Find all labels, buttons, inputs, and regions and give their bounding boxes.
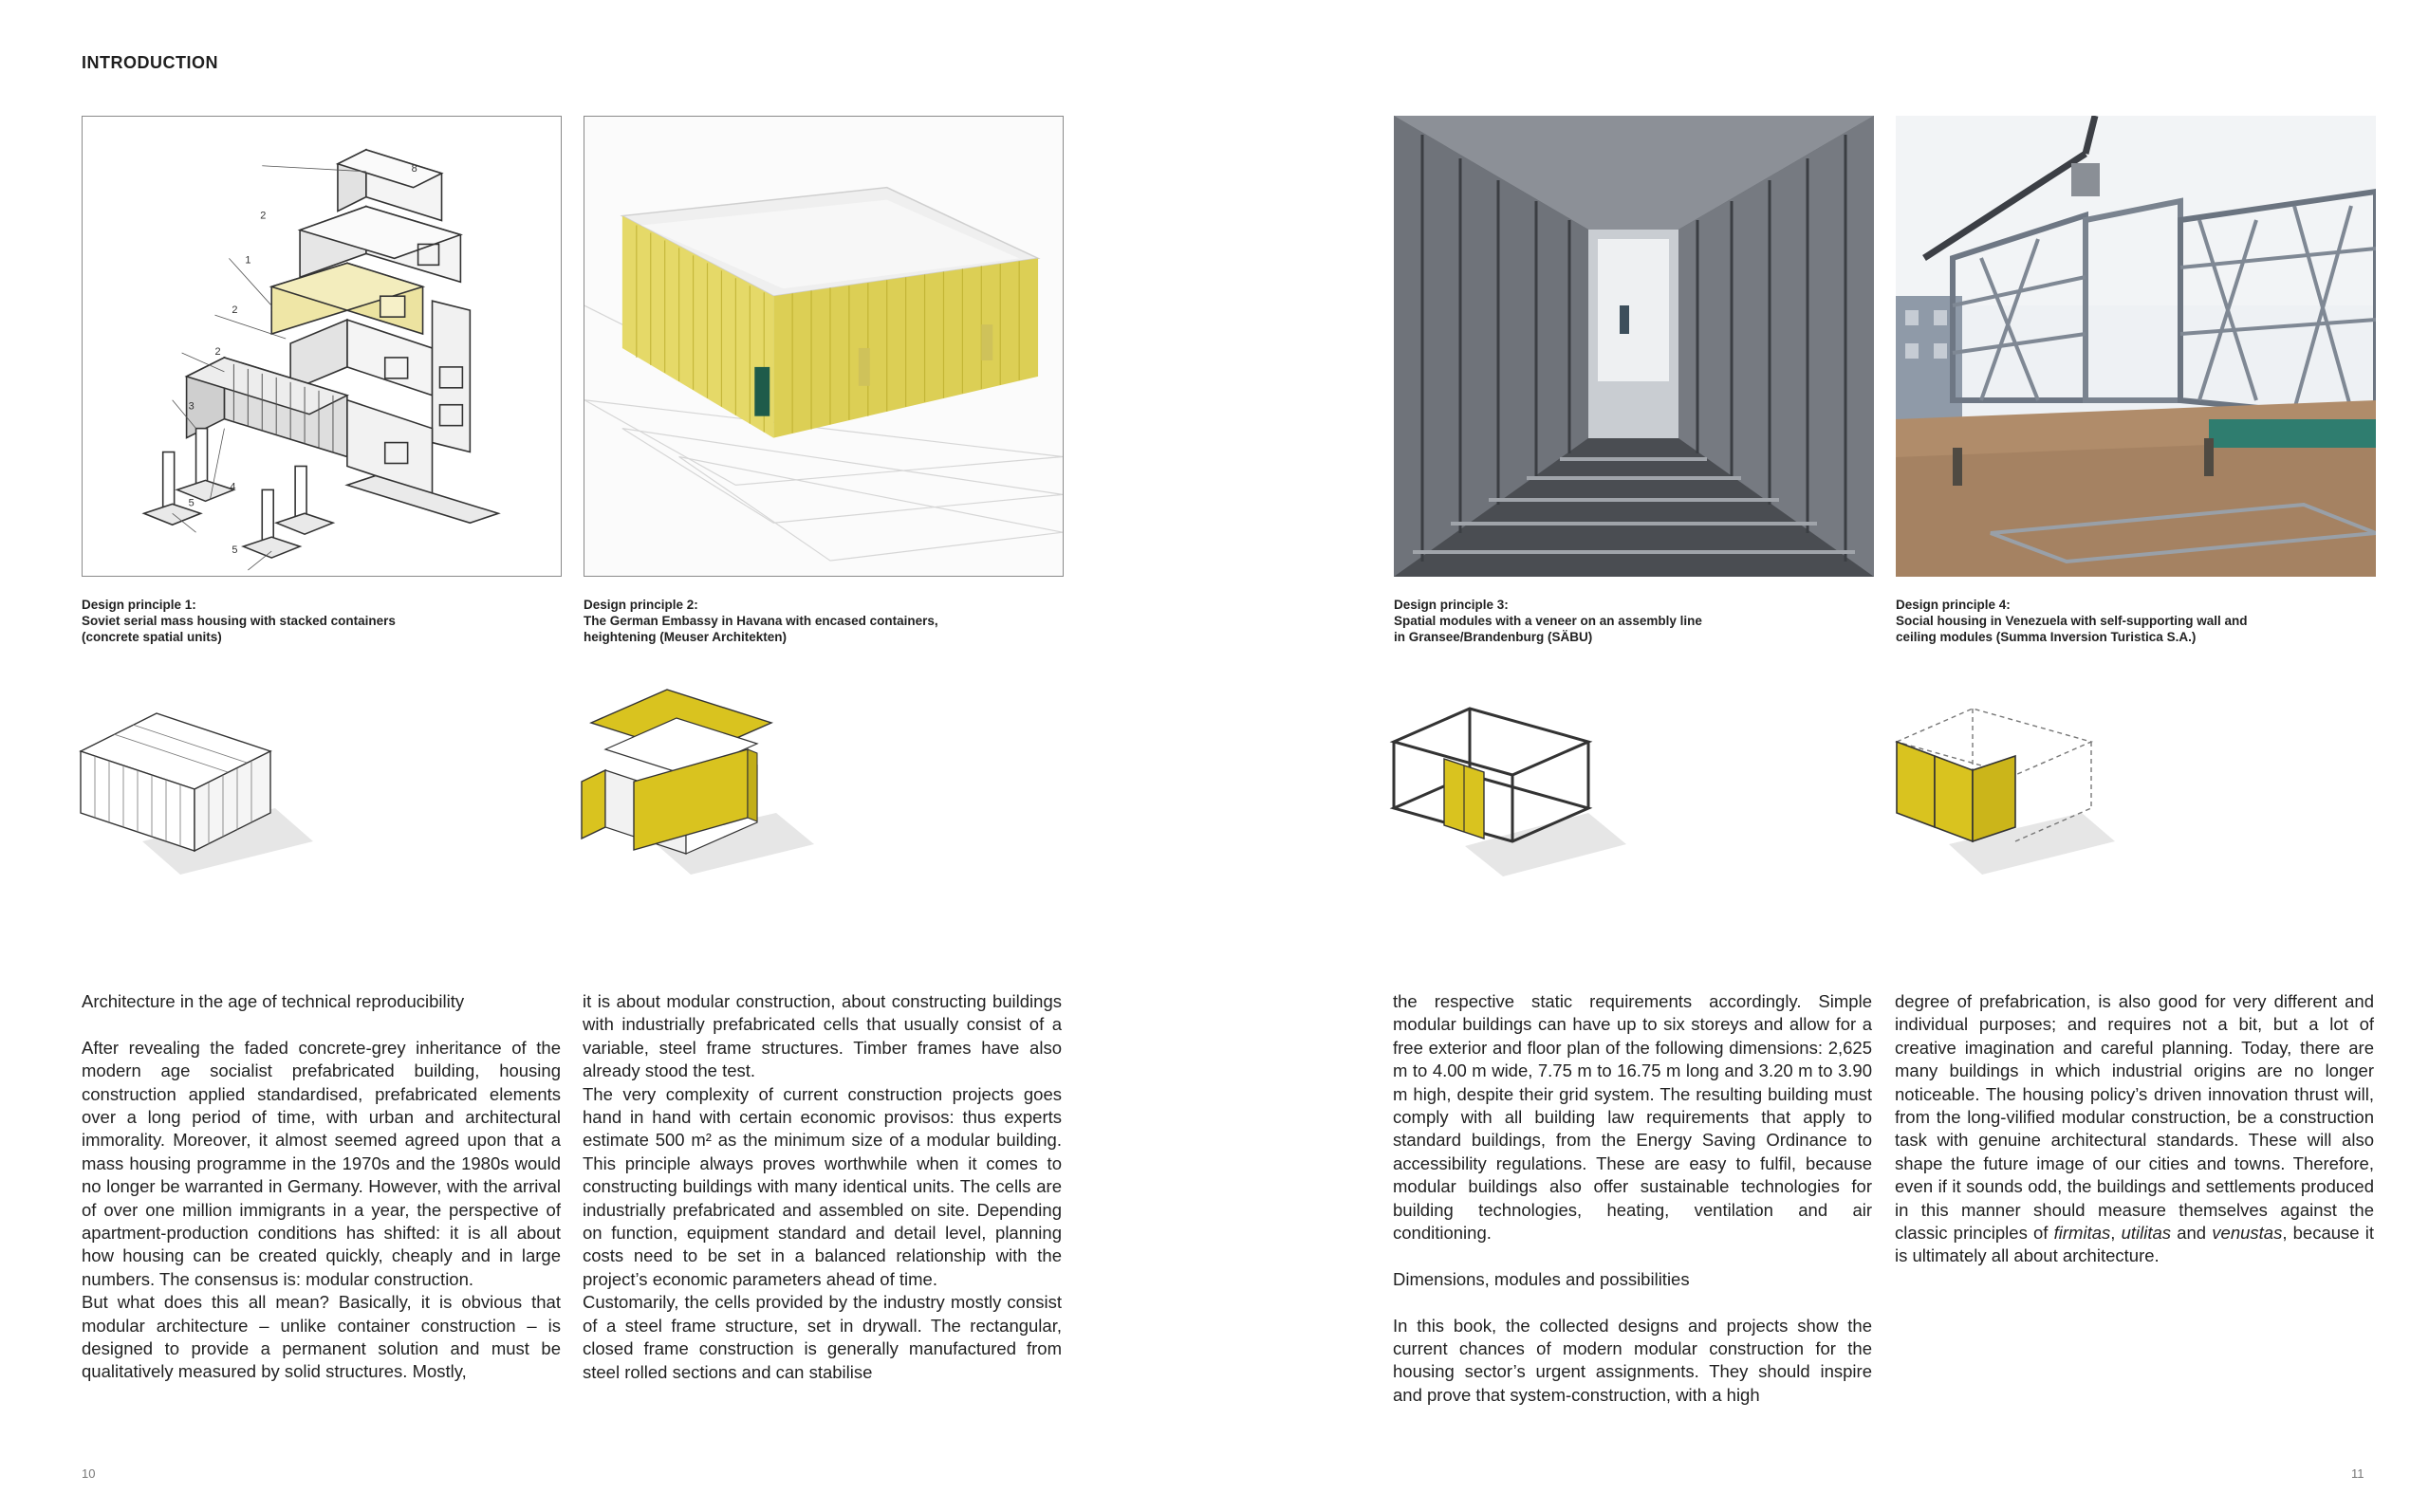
module-diagram-frame-with-veneer (1389, 675, 1636, 884)
caption-design-principle-1 (82, 597, 575, 645)
leader-number: 8 (411, 162, 417, 175)
figure-german-embassy-rendering (584, 116, 1064, 577)
module-diagram-wall-ceiling-panels (1892, 675, 2139, 884)
subheading-dimensions-modules: Dimensions, modules and possibilities (1393, 1268, 1690, 1289)
term-venustas: venustas (2212, 1223, 2283, 1244)
page-number-right: 11 (2351, 1466, 2364, 1481)
leader-number: 3 (188, 400, 195, 413)
text-column-1 (82, 990, 561, 1384)
section-title: INTRODUCTION (82, 53, 218, 72)
paragraph: the respective static requirements accordingly. Simple modular buildings can have up to six storeys and allow for a free exterior and floor plan of the following dimensions: 2,625 m to 4.00 m wide, 7.75 m to 16.75 m long and 3.20 m to 3.90 m high, despite their grid system. The resulting building must comply with all building law requirements that apply to standard buildings, from the Energy Saving Ordinance to accessibility regulations. These are easy to fulfil, because modular buildings also offer sustainable technologies for building technologies, heating, ventilation and air conditioning. (1393, 991, 1872, 1244)
module-diagram-encased-container (577, 675, 824, 884)
module-diagram-stacked-container (76, 675, 323, 884)
term-utilitas: utilitas (2121, 1223, 2172, 1244)
text-column-3 (1393, 990, 1872, 1407)
page-number-left: 10 (82, 1466, 96, 1481)
caption-line: (concrete spatial units) (82, 630, 222, 644)
entrance-door (754, 367, 769, 416)
paragraph: The very complexity of current construction projects goes hand in hand with certain economic provisos: thus experts estimate 500 m² as the minimum size of a modular building. This principle always proves worthwhile when it comes to constructing buildings with many identical units. The cells are industrially prefabricated and assembled on site. Depending on function, equipment standard and detail level, planning costs need to be set in a balanced relationship with the project’s economic parameters ahead of time. (583, 1083, 1062, 1289)
text-column-4 (1895, 990, 2374, 1268)
paragraph: Customarily, the cells provided by the industry mostly consist of a steel frame structure, set in drywall. The rectangular, closed frame construction is generally manufactured from steel rolled sections and can stabilise (583, 1292, 1062, 1382)
paragraph: In this book, the collected designs and projects show the current chances of modern modular construction for the housing sector’s urgent assignments. They should inspire and prove that system-construction, with a high (1393, 1315, 1872, 1405)
leader-number: 2 (214, 345, 221, 358)
caption-design-principle-3 (1394, 597, 1887, 645)
caption-line: Design principle 2: (584, 598, 698, 612)
punctuation: , (2110, 1223, 2122, 1244)
caption-line: ceiling modules (Summa Inversion Turistica S.A.) (1896, 630, 2197, 644)
assembly-line-illustration (1394, 116, 1874, 577)
isometric-building-drawing (83, 117, 561, 576)
figure-construction-site-photo (1896, 116, 2376, 577)
caption-design-principle-2 (584, 597, 1077, 645)
caption-line: Soviet serial mass housing with stacked containers (82, 614, 396, 628)
leader-number: 4 (230, 481, 236, 493)
conjunction: and (2171, 1223, 2213, 1244)
caption-line: in Gransee/Brandenburg (SÄBU) (1394, 630, 1593, 644)
subheading-architecture-reproducibility: Architecture in the age of technical reproducibility (82, 991, 465, 1011)
caption-design-principle-4 (1896, 597, 2389, 645)
embassy-rendering (584, 117, 1063, 576)
paragraph: it is about modular construction, about constructing buildings with industrially prefabricated cells that usually consist of a variable, steel frame structures. Timber frames have also already stood the test. (583, 991, 1062, 1081)
caption-line: Design principle 3: (1394, 598, 1509, 612)
paragraph-text: degree of prefabrication, is also good for very different and individual purposes; and requires not a bit, but a lot of creative imagination and careful planning. Today, there are many buildings in which industrial origins are no longer noticeable. The housing policy’s driven innovation thrust will, from the long-vilified modular construction, be a construction task with genuine architectural standards. These will also shape the future image of our cities and towns. Therefore, even if it sounds odd, the buildings and settlements produced in this manner should measure themselves against the classic principles of (1895, 991, 2374, 1244)
caption-line: The German Embassy in Havana with encased containers, (584, 614, 938, 628)
paragraph: But what does this all mean? Basically, it is obvious that modular architecture – unlike container construction – is designed to provide a permanent solution and must be qualitatively measured by solid structures. Mostly, (82, 1292, 561, 1382)
term-firmitas: firmitas (2053, 1223, 2111, 1244)
caption-line: Social housing in Venezuela with self-supporting wall and (1896, 614, 2248, 628)
leader-number: 5 (188, 497, 195, 509)
caption-line: Spatial modules with a veneer on an assembly line (1394, 614, 1702, 628)
leader-number: 1 (245, 254, 251, 267)
figure-soviet-housing-drawing (82, 116, 562, 577)
text-column-2 (583, 990, 1062, 1384)
caption-line: heightening (Meuser Architekten) (584, 630, 788, 644)
figure-assembly-line-photo (1394, 116, 1874, 577)
paragraph (1895, 990, 2374, 1268)
leader-number: 5 (232, 544, 238, 557)
caption-line: Design principle 4: (1896, 598, 2011, 612)
leader-number: 2 (260, 210, 267, 222)
leader-number: 2 (232, 304, 238, 317)
construction-site-illustration (1896, 116, 2376, 577)
caption-line: Design principle 1: (82, 598, 196, 612)
paragraph-text: , because it is ultimately all about architecture. (1895, 1223, 2375, 1266)
paragraph: After revealing the faded concrete-grey inheritance of the modern age socialist prefabricated building, housing construction applied standardised, prefabricated elements over a long period of time, with urban and architectural immorality. Moreover, it almost seemed agreed upon that a mass housing programme in the 1970s and the 1980s would no longer be warranted in Germany. However, with the arrival of over one million immigrants in a year, the perspective of apartment-production conditions has shifted: it is all about how housing can be created quickly, cheaply and in large numbers. The consensus is: modular construction. (82, 1037, 561, 1289)
